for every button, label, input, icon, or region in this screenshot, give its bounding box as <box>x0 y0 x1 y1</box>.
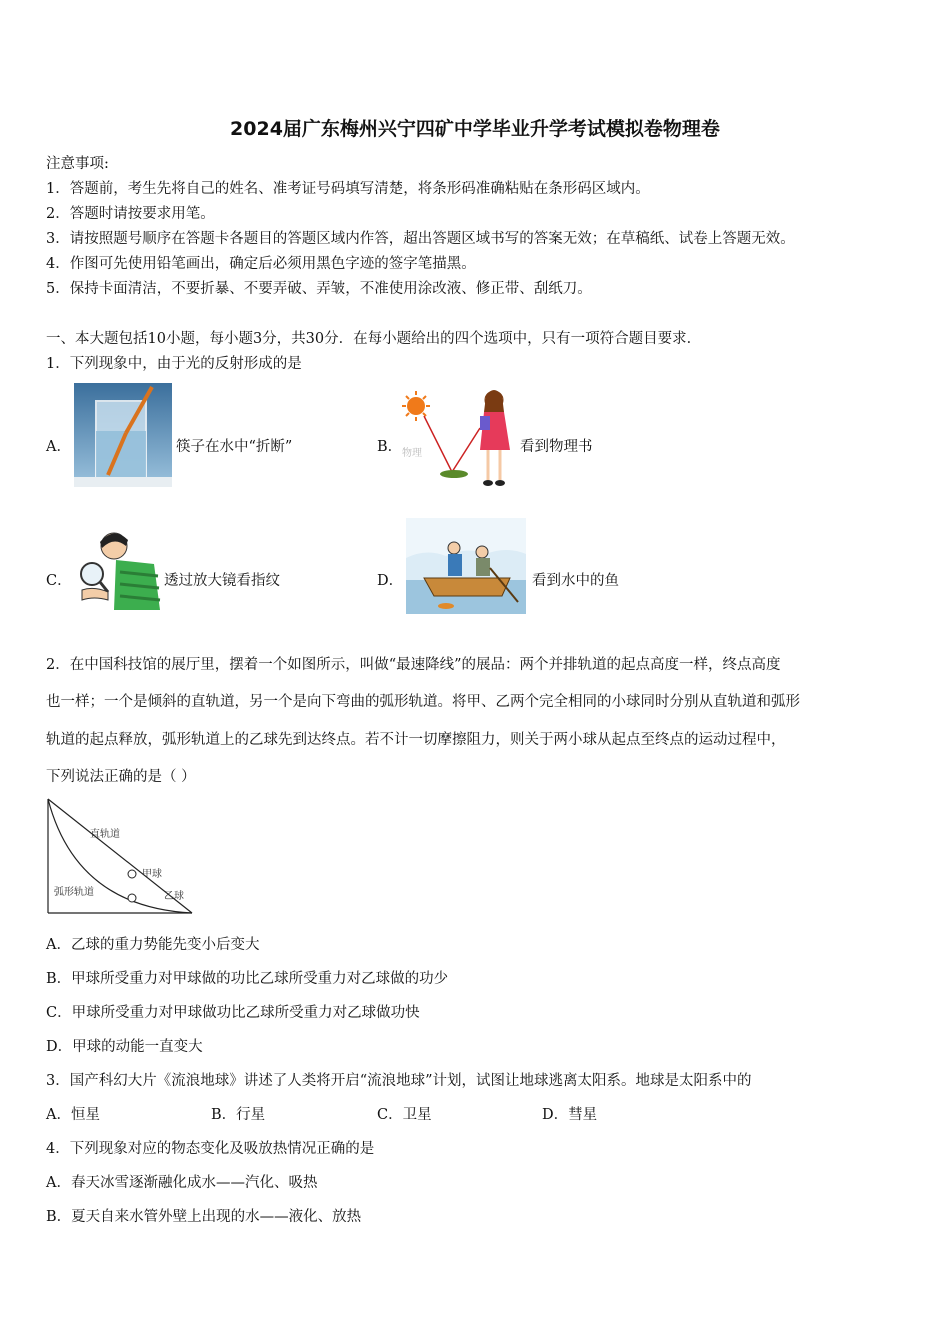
section-heading: 一、本大题包括10小题，每小题3分，共30分．在每小题给出的四个选项中，只有一项符合题目要求． <box>46 331 702 347</box>
chopstick-in-water-figure <box>74 383 172 487</box>
ball-yi <box>128 894 136 902</box>
magnifier-icon <box>81 563 103 585</box>
q2-option-a: A．乙球的重力势能先变小后变大 <box>46 937 260 953</box>
page-title: 2024届广东梅州兴宁四矿中学毕业升学考试模拟卷物理卷 <box>230 118 720 140</box>
fish-in-water-figure <box>406 518 526 614</box>
q2-stem-line-1: 2．在中国科技馆的展厅里，摆着一个如图所示，叫做“最速降线”的展品：两个并排轨道的起点高度一样，终点高度 <box>46 657 781 673</box>
q1-option-d-label: D． <box>377 573 404 589</box>
notice-heading: 注意事项: <box>46 156 109 172</box>
q1-option-c-text: 透过放大镜看指纹 <box>164 573 280 589</box>
q1-option-c-label: C． <box>46 573 72 589</box>
q1-option-b-text: 看到物理书 <box>520 439 593 455</box>
q1-option-b-label: B． <box>377 439 403 455</box>
q4-option-b: B．夏天自来水管外壁上出现的水——液化、放热 <box>46 1209 362 1225</box>
q1-stem: 1．下列现象中，由于光的反射形成的是 <box>46 356 302 372</box>
q3-option-a: A．恒星 <box>46 1107 100 1123</box>
q1-option-d-text: 看到水中的鱼 <box>532 573 619 589</box>
notice-item-1: 1．答题前，考生先将自己的姓名、准考证号码填写清楚，将条形码准确粘贴在条形码区域内。 <box>46 181 650 197</box>
fish-icon <box>438 603 454 609</box>
q2-option-b: B．甲球所受重力对甲球做的功比乙球所受重力对乙球做的功少 <box>46 971 449 987</box>
q3-option-d: D．彗星 <box>542 1107 598 1123</box>
brachistochrone-figure <box>46 797 196 917</box>
notice-item-5: 5．保持卡面清洁，不要折暴、不要弄破、弄皱，不准使用涂改液、修正带、刮纸刀。 <box>46 281 592 297</box>
q2-option-c: C．甲球所受重力对甲球做功比乙球所受重力对乙球做功快 <box>46 1005 420 1021</box>
q3-stem: 3．国产科幻大片《流浪地球》讲述了人类将开启“流浪地球”计划，试图让地球逃离太阳系。地球是太阳系中的 <box>46 1073 752 1089</box>
ball-yi-label: 乙球 <box>164 891 184 902</box>
q4-option-a: A．春天冰雪逐渐融化成水——汽化、吸热 <box>46 1175 318 1191</box>
q3-option-c: C．卫星 <box>377 1107 432 1123</box>
q3-option-b: B．行星 <box>211 1107 266 1123</box>
straight-track-label: 直轨道 <box>90 829 120 840</box>
q2-stem-line-3: 轨道的起点释放，弧形轨道上的乙球先到达终点。若不计一切摩擦阻力，则关于两小球从起点至终点的运动过程中， <box>46 732 786 748</box>
notice-item-4: 4．作图可先使用铅笔画出，确定后必须用黑色字迹的签字笔描黑。 <box>46 256 476 272</box>
notice-item-3: 3．请按照题号顺序在答题卡各题目的答题区域内作答，超出答题区域书写的答案无效；在草稿纸、试卷上答题无效。 <box>46 231 795 247</box>
q2-stem-line-4: 下列说法正确的是（ ） <box>46 769 196 785</box>
sun-icon <box>407 397 425 415</box>
q2-option-d: D．甲球的动能一直变大 <box>46 1039 203 1055</box>
q2-stem-line-2: 也一样；一个是倾斜的直轨道，另一个是向下弯曲的弧形轨道。将甲、乙两个完全相同的小球同时分别从直轨道和弧形 <box>46 694 800 710</box>
ball-jia-label: 甲球 <box>142 869 162 880</box>
girl-reading-book-figure <box>402 388 514 488</box>
ball-jia <box>128 870 136 878</box>
q1-option-a-label: A． <box>46 439 71 455</box>
figure-b-book-text: 物理 <box>402 448 422 459</box>
notice-item-2: 2．答题时请按要求用笔。 <box>46 206 215 222</box>
q1-option-a-text: 筷子在水中“折断” <box>176 439 293 455</box>
magnifier-fingerprint-figure <box>74 530 162 610</box>
q4-stem: 4．下列现象对应的物态变化及吸放热情况正确的是 <box>46 1141 375 1157</box>
arc-track-label: 弧形轨道 <box>54 887 94 898</box>
